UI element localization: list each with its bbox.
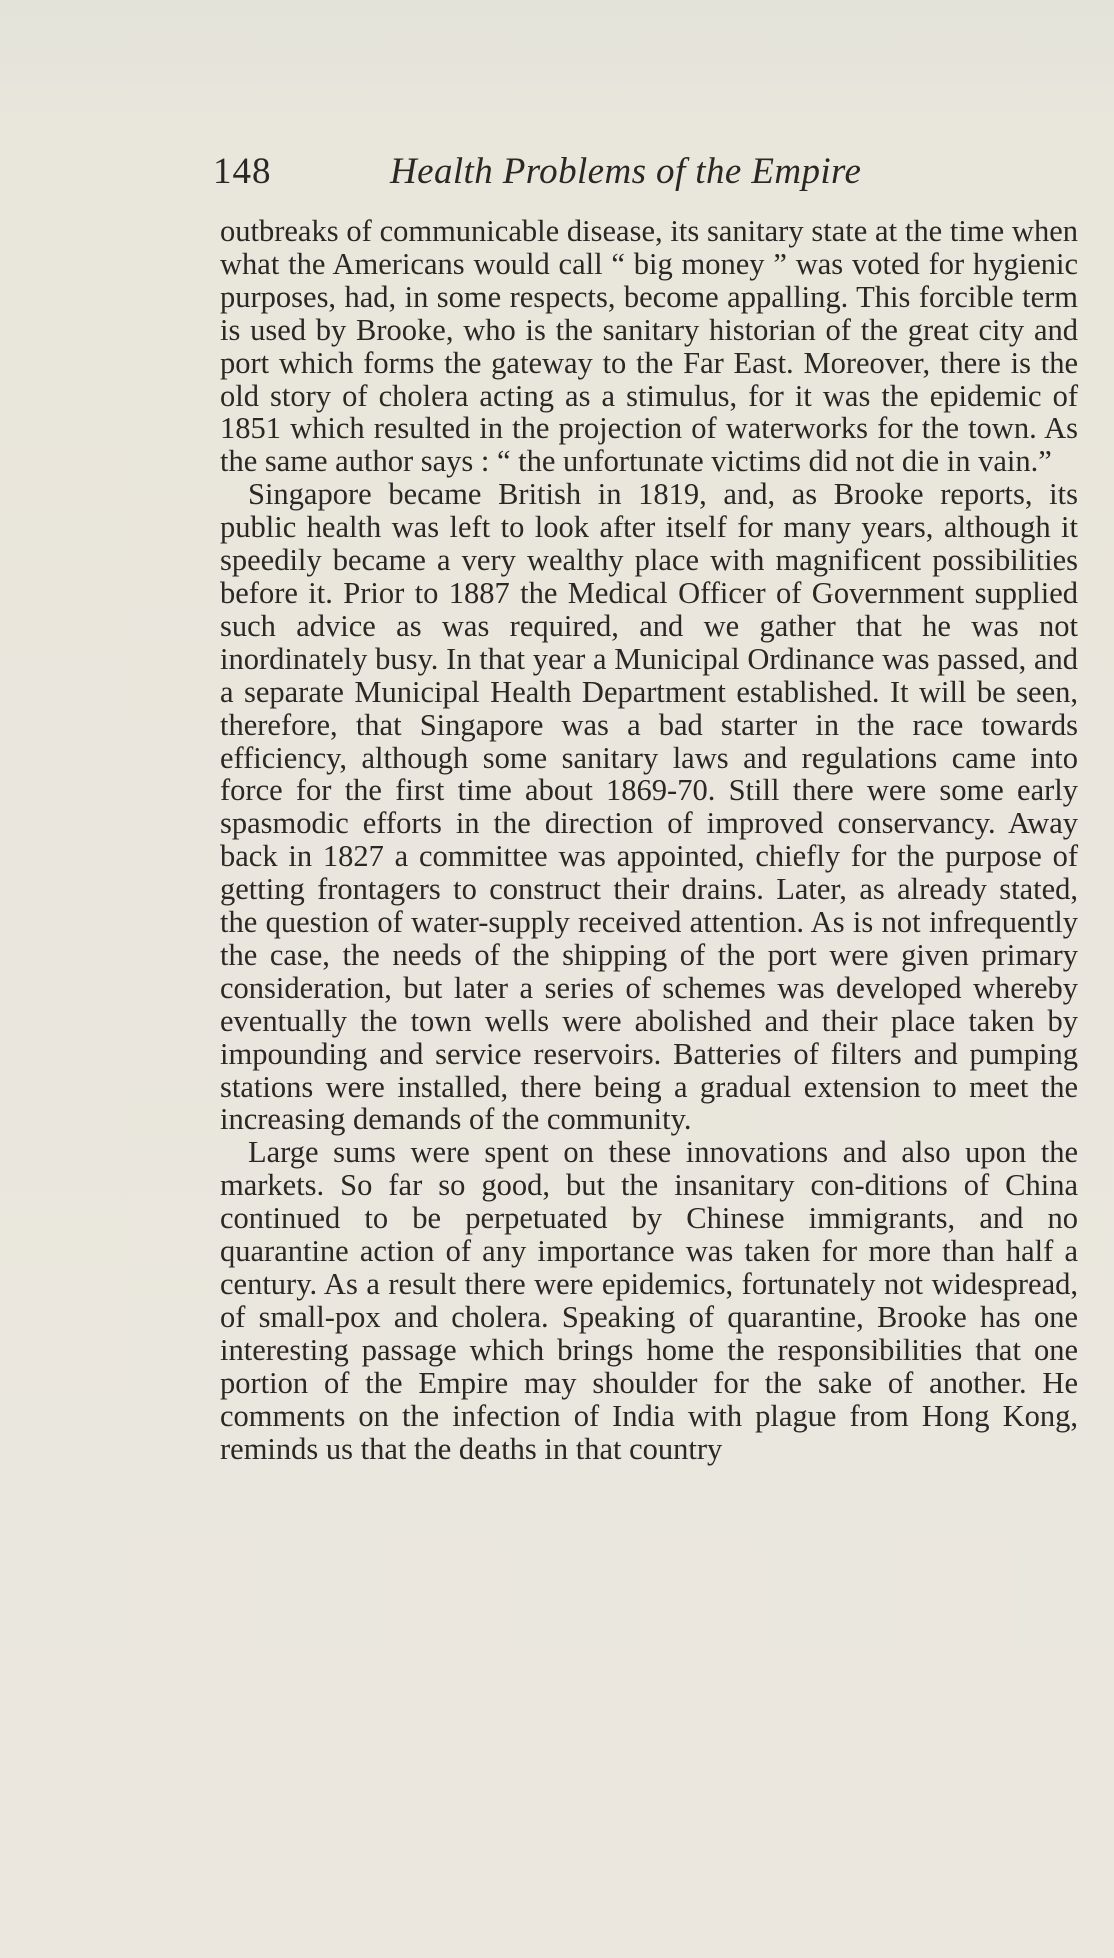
page-number: 148 <box>213 151 272 192</box>
page-header <box>213 150 933 200</box>
paragraph-1: outbreaks of communicable disease, its sanitary state at the time when what the Americans would call “ big money ” was voted for hygienic purposes, had, in some respects, become appalling. This forcible term is used by Brooke, who is the sanitary historian of the great city and port which forms the gateway to the Far East. Moreover, there is the old story of cholera acting as a stimulus, for it was the epidemic of 1851 which resulted in the projection of waterworks for the town. As the same author says : “ the unfortunate victims did not die in vain.” <box>220 214 1078 479</box>
running-title: Health Problems of the Empire <box>390 151 862 192</box>
paragraph-2: Singapore became British in 1819, and, as Brooke reports, its public health was left to look after itself for many years, although it speedily became a very wealthy place with magnificent possibilities before it. Prior to 1887 the Medical Officer of Government supplied such advice as was required, and we gather that he was not inordinately busy. In that year a Municipal Ordinance was passed, and a separate Municipal Health Department established. It will be seen, therefore, that Singapore was a bad starter in the race towards efficiency, although some sanitary laws and regulations came into force for the first time about 1869-70. Still there were some early spasmodic efforts in the direction of improved conservancy. Away back in 1827 a committee was appointed, chiefly for the purpose of getting frontagers to construct their drains. Later, as already stated, the question of water-supply received attention. As is not infrequently the case, the needs of the shipping of the port were given primary consideration, but later a series of schemes was developed whereby eventually the town wells were abolished and their place taken by impounding and service reservoirs. Batteries of filters and pumping stations were installed, there being a gradual extension to meet the increasing demands of the community. <box>220 477 1078 1137</box>
paragraph-3: Large sums were spent on these innovations and also upon the markets. So far so good, but the insanitary con-ditions of China continued to be perpetuated by Chinese immigrants, and no quarantine action of any importance was taken for more than half a century. As a result there were epidemics, fortunately not widespread, of small-pox and cholera. Speaking of quarantine, Brooke has one interesting passage which brings home the responsibilities that one portion of the Empire may shoulder for the sake of another. He comments on the infection of India with plague from Hong Kong, reminds us that the deaths in that country <box>220 1135 1078 1466</box>
body-text <box>220 215 1078 1465</box>
